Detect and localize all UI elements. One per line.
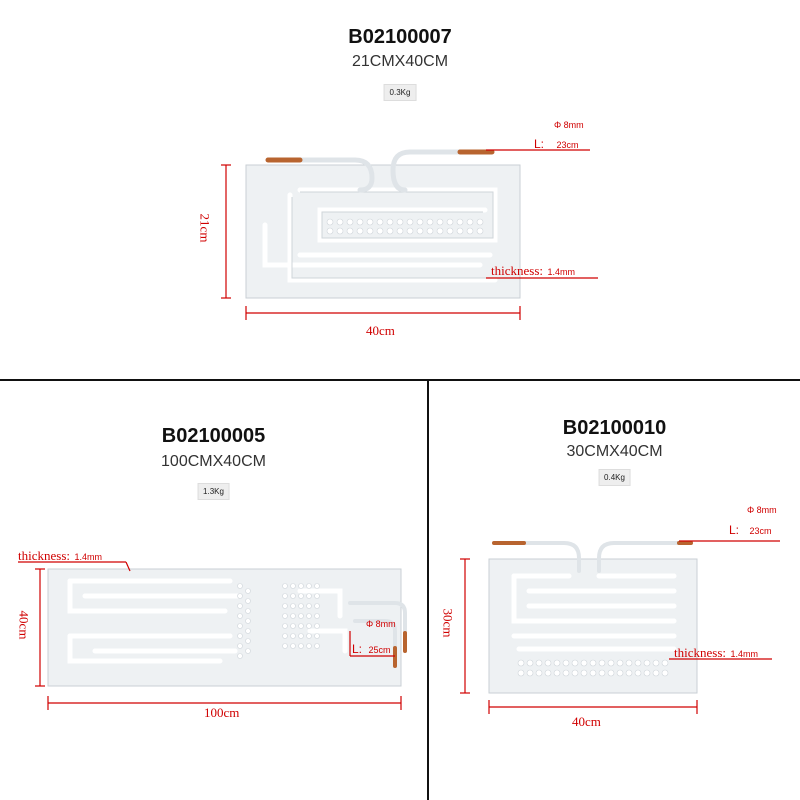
product-panel-b02100010 bbox=[429, 381, 800, 800]
thickness-label bbox=[18, 547, 102, 565]
length-value: 23cm bbox=[556, 140, 579, 150]
product-panel-b02100007 bbox=[0, 0, 800, 378]
product-code: B02100005 bbox=[161, 425, 266, 447]
length-value: 23cm bbox=[749, 526, 772, 536]
evaporator-plate-diagram bbox=[429, 381, 800, 800]
width-label: 40cm bbox=[572, 714, 601, 729]
product-weight: 0.3Kg bbox=[384, 84, 417, 101]
length-label bbox=[534, 135, 578, 153]
length-key: L: bbox=[352, 642, 363, 656]
product-panel-b02100005 bbox=[0, 381, 427, 800]
evaporator-plate-diagram bbox=[0, 381, 427, 800]
thickness-value: 1.4mm bbox=[730, 649, 758, 659]
diameter-label: Φ 8mm bbox=[366, 619, 396, 629]
height-label: 21cm bbox=[197, 213, 213, 243]
thickness-key: thickness: bbox=[18, 548, 70, 563]
product-size: 21CMX40CM bbox=[351, 53, 449, 70]
length-value: 25cm bbox=[368, 645, 391, 655]
diameter-label: Φ 8mm bbox=[747, 505, 777, 515]
width-label: 40cm bbox=[366, 323, 395, 338]
product-code: B02100007 bbox=[348, 26, 452, 48]
thickness-key: thickness: bbox=[674, 645, 726, 660]
height-label: 30cm bbox=[440, 608, 456, 638]
height-label: 40cm bbox=[16, 610, 32, 640]
product-code: B02100010 bbox=[562, 417, 667, 439]
product-weight: 1.3Kg bbox=[197, 483, 230, 500]
length-label bbox=[352, 640, 390, 658]
thickness-label bbox=[491, 262, 575, 280]
product-size: 100CMX40CM bbox=[161, 453, 266, 470]
width-label: 100cm bbox=[204, 705, 240, 720]
evaporator-plate-diagram bbox=[0, 0, 800, 378]
diameter-label: Φ 8mm bbox=[554, 120, 584, 130]
product-weight: 0.4Kg bbox=[598, 469, 631, 486]
length-key: L: bbox=[729, 523, 740, 537]
length-key: L: bbox=[534, 137, 545, 151]
thickness-value: 1.4mm bbox=[547, 267, 575, 277]
evaporator-plate bbox=[48, 569, 401, 686]
thickness-key: thickness: bbox=[491, 263, 543, 278]
copper-pipe-ends bbox=[268, 152, 492, 160]
thickness-label bbox=[674, 644, 758, 662]
length-label bbox=[729, 521, 771, 539]
product-size: 30CMX40CM bbox=[566, 443, 663, 460]
thickness-value: 1.4mm bbox=[74, 552, 102, 562]
